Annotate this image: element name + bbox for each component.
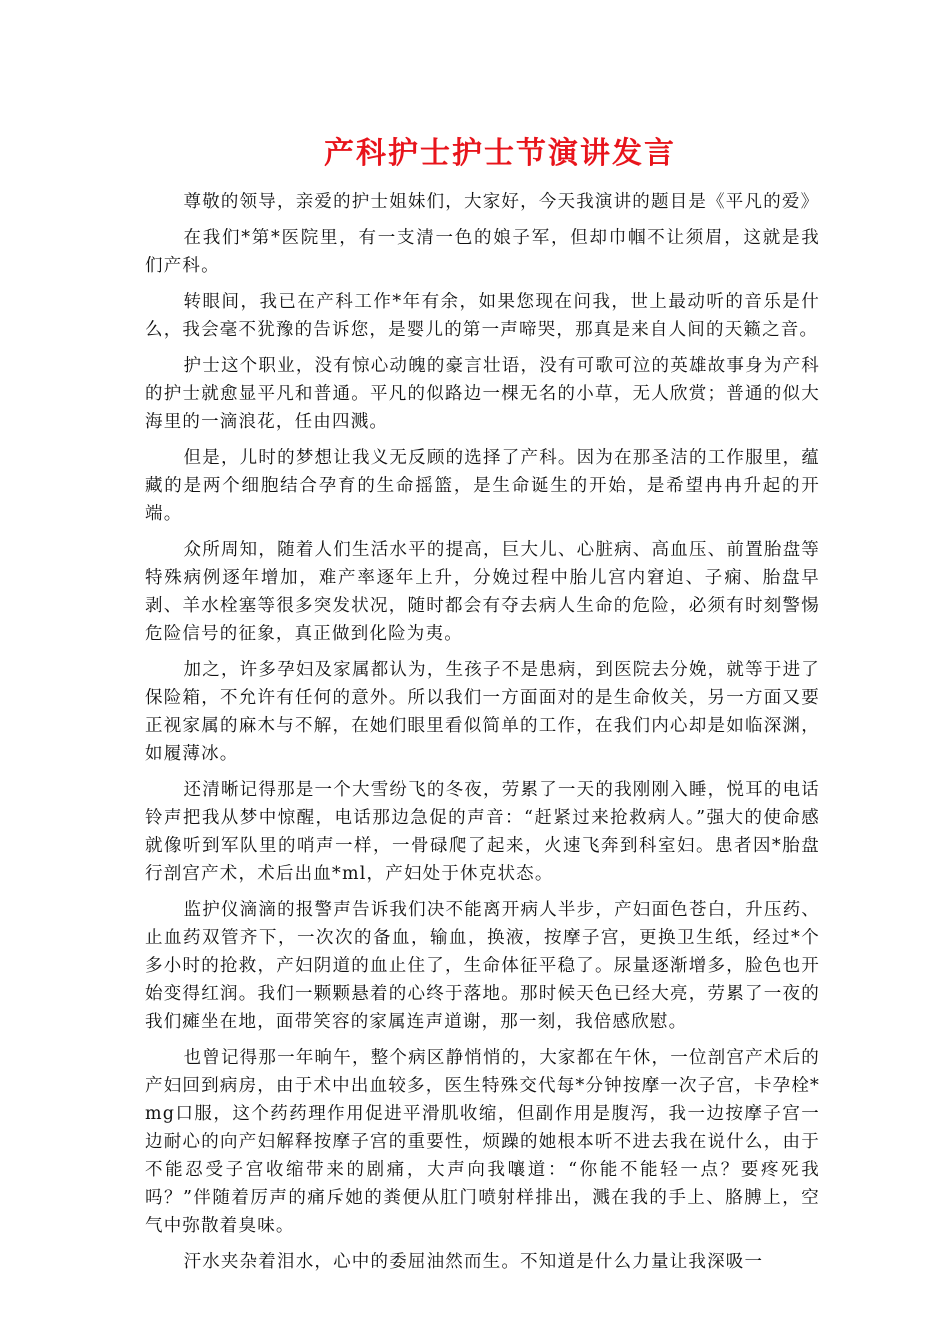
- paragraph: 众所周知，随着人们生活水平的提高，巨大儿、心脏病、高血压、前置胎盘等特殊病例逐年增加，难产率逐年上升，分娩过程中胎儿宫内窘迫、子痫、胎盘早剥、羊水栓塞等很多突发状况，随时都会有夺去病人生命的危险，必须有时刻警惕危险信号的征象，真正做到化险为夷。: [145, 540, 820, 644]
- paragraph: 加之，许多孕妇及家属都认为，生孩子不是患病，到医院去分娩，就等于进了保险箱，不允许有任何的意外。所以我们一方面面对的是生命攸关，另一方面又要正视家属的麻木与不解，在她们眼里看似简单的工作，在我们内心却是如临深渊，如履薄冰。: [145, 660, 820, 764]
- paragraph: 转眼间，我已在产科工作*年有余，如果您现在问我，世上最动听的音乐是什么，我会毫不犹豫的告诉您，是婴儿的第一声啼哭，那真是来自人间的天籁之音。: [145, 292, 820, 340]
- paragraph: 也曾记得那一年晌午，整个病区静悄悄的，大家都在午休，一位剖宫产术后的产妇回到病房，由于术中出血较多，医生特殊交代每*分钟按摩一次子宫，卡孕栓*mg口服，这个药药理作用促进平滑肌收缩，但副作用是腹泻，我一边按摩子宫一边耐心的向产妇解释按摩子宫的重要性，烦躁的她根本听不进去我在说什么，由于不能忍受子宫收缩带来的剧痛，大声向我嚷道：“你能不能轻一点？要疼死我吗？”伴随着厉声的痛斥她的粪便从肛门喷射样排出，溅在我的手上、胳膊上，空气中弥散着臭味。: [145, 1048, 820, 1236]
- document-body: [145, 188, 820, 1284]
- paragraph: 但是，儿时的梦想让我义无反顾的选择了产科。因为在那圣洁的工作服里，蕴藏的是两个细胞结合孕育的生命摇篮，是生命诞生的开始，是希望冉冉升起的开端。: [145, 448, 820, 524]
- paragraph: 在我们*第*医院里，有一支清一色的娘子军，但却巾帼不让须眉，这就是我们产科。: [145, 228, 820, 276]
- paragraph: 护士这个职业，没有惊心动魄的豪言壮语，没有可歌可泣的英雄故事身为产科的护士就愈显平凡和普通。平凡的似路边一棵无名的小草，无人欣赏；普通的似大海里的一滴浪花，任由四溅。: [145, 356, 820, 432]
- paragraph: 还清晰记得那是一个大雪纷飞的冬夜，劳累了一天的我刚刚入睡，悦耳的电话铃声把我从梦中惊醒，电话那边急促的声音：“赶紧过来抢救病人。”强大的使命感就像听到军队里的哨声一样，一骨碌爬了起来，火速飞奔到科室妇。患者因*胎盘行剖宫产术，术后出血*ml，产妇处于休克状态。: [145, 780, 820, 884]
- document-title: 产科护士护士节演讲发言: [324, 136, 676, 171]
- paragraph: 尊敬的领导，亲爱的护士姐妹们，大家好，今天我演讲的题目是《平凡的爱》: [183, 192, 820, 212]
- paragraph: 监护仪滴滴的报警声告诉我们决不能离开病人半步，产妇面色苍白，升压药、止血药双管齐下，一次次的备血，输血，换液，按摩子宫，更换卫生纸，经过*个多小时的抢救，产妇阴道的血止住了，生命体征平稳了。尿量逐渐增多，脸色也开始变得红润。我们一颗颗悬着的心终于落地。那时候天色已经大亮，劳累了一夜的我们瘫坐在地，面带笑容的家属连声道谢，那一刻，我倍感欣慰。: [145, 900, 820, 1032]
- paragraph: 汗水夹杂着泪水，心中的委屈油然而生。不知道是什么力量让我深吸一: [183, 1252, 764, 1272]
